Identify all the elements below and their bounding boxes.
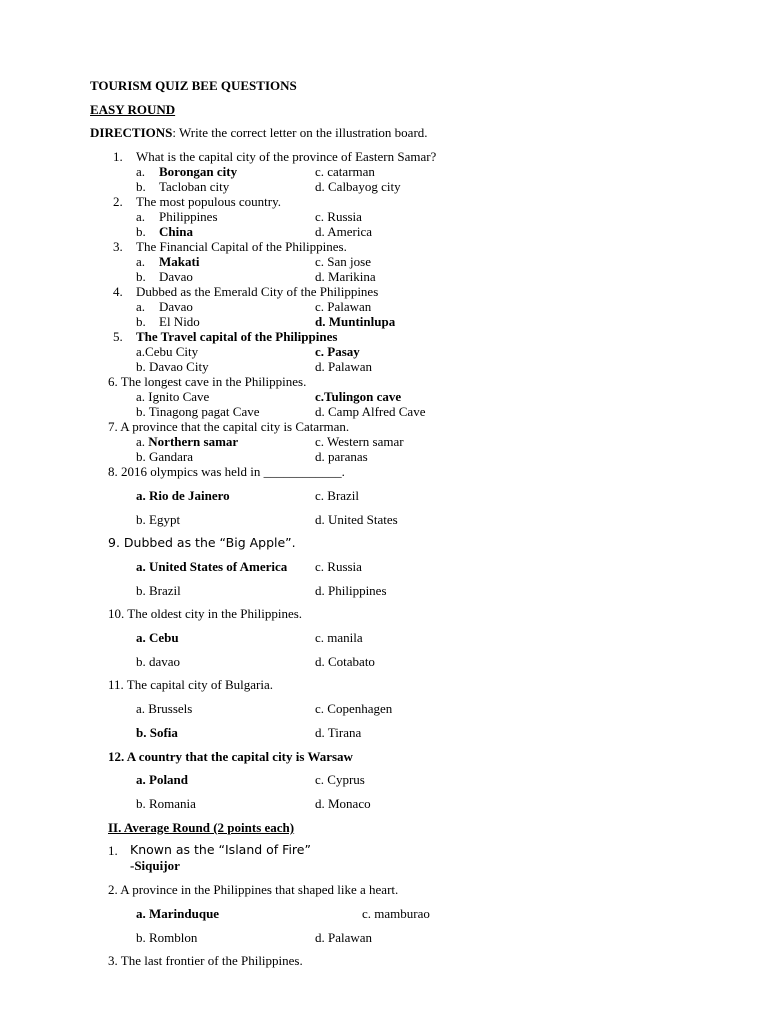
q3-a-label: a. — [136, 254, 146, 269]
q10-text: 10. The oldest city in the Philippines. — [108, 606, 303, 621]
q9-text: 9. Dubbed as the “Big Apple”. — [108, 535, 296, 550]
q3-option-a — [136, 254, 199, 269]
q7-option-c: c. Western samar — [315, 434, 404, 449]
q2-option-d: d. America — [315, 224, 373, 239]
q2-a-label: a. — [136, 209, 146, 224]
q2-b-text: China — [159, 224, 193, 239]
q4-b-label: b. — [136, 314, 146, 329]
q1-b-label: b. — [136, 179, 146, 194]
q8-option-a: a. Rio de Jainero — [136, 488, 230, 503]
directions-label: DIRECTIONS — [90, 125, 173, 140]
easy-round-heading: EASY ROUND — [90, 102, 176, 117]
avg1-text: Known as the “Island of Fire” — [130, 842, 311, 857]
q5-option-a: a.Cebu City — [136, 344, 199, 359]
q11-text: 11. The capital city of Bulgaria. — [108, 677, 273, 692]
q11-option-b: b. Sofia — [136, 725, 178, 740]
document-title: TOURISM QUIZ BEE QUESTIONS — [90, 78, 297, 93]
q4-a-label: a. — [136, 299, 146, 314]
q4-b-text: El Nido — [159, 314, 200, 329]
q5-option-b: b. Davao City — [136, 359, 209, 374]
q10-option-b: b. davao — [136, 654, 181, 669]
q12-option-a: a. Poland — [136, 772, 189, 787]
q3-number: 3. — [113, 239, 123, 254]
q2-text: The most populous country. — [136, 194, 282, 209]
q1-number: 1. — [113, 149, 123, 164]
q5-number: 5. — [113, 329, 123, 344]
q7-a-text: Northern samar — [145, 434, 239, 449]
q1-text: What is the capital city of the province of Eastern Samar? — [136, 149, 437, 164]
q8-text: 8. 2016 olympics was held in ____________. — [108, 464, 345, 479]
q1-option-c: c. catarman — [315, 164, 375, 179]
q11-option-a: a. Brussels — [136, 701, 193, 716]
q2-option-c: c. Russia — [315, 209, 362, 224]
q8-option-d: d. United States — [315, 512, 398, 527]
q12-text: 12. A country that the capital city is Warsaw — [108, 749, 353, 764]
q12-option-d: d. Monaco — [315, 796, 371, 811]
q5-option-d: d. Palawan — [315, 359, 373, 374]
q9-option-a: a. United States of America — [136, 559, 288, 574]
q4-option-d: d. Muntinlupa — [315, 314, 396, 329]
q5-text: The Travel capital of the Philippines — [136, 329, 338, 344]
q6-option-d: d. Camp Alfred Cave — [315, 404, 426, 419]
avg2-option-d: d. Palawan — [315, 930, 373, 945]
avg1-number: 1. — [108, 843, 118, 858]
avg3-text: 3. The last frontier of the Philippines. — [108, 953, 303, 968]
q3-b-text: Davao — [159, 269, 193, 284]
q7-text: 7. A province that the capital city is Catarman. — [108, 419, 350, 434]
directions-text: : Write the correct letter on the illustration board. — [172, 125, 428, 140]
q10-option-c: c. manila — [315, 630, 363, 645]
q1-option-d: d. Calbayog city — [315, 179, 401, 194]
q1-a-text: Borongan city — [159, 164, 238, 179]
q6-option-b: b. Tinagong pagat Cave — [136, 404, 260, 419]
q2-b-label: b. — [136, 224, 146, 239]
q3-b-label: b. — [136, 269, 146, 284]
q12-option-c: c. Cyprus — [315, 772, 365, 787]
q1-a-label: a. — [136, 164, 146, 179]
average-round-heading: II. Average Round (2 points each) — [108, 820, 295, 835]
avg2-option-a: a. Marinduque — [136, 906, 220, 921]
q2-a-text: Philippines — [159, 209, 218, 224]
directions — [90, 125, 428, 140]
q4-a-text: Davao — [159, 299, 193, 314]
avg2-option-b: b. Romblon — [136, 930, 198, 945]
q2-option-a — [136, 209, 218, 224]
q12-option-b: b. Romania — [136, 796, 196, 811]
avg1-answer: -Siquijor — [130, 858, 180, 873]
q4-text: Dubbed as the Emerald City of the Philippines — [136, 284, 379, 299]
q10-option-d: d. Cotabato — [315, 654, 375, 669]
q7-option-b: b. Gandara — [136, 449, 194, 464]
q5-option-c: c. Pasay — [315, 344, 360, 359]
q2-option-b — [136, 224, 193, 239]
q9-option-b: b. Brazil — [136, 583, 181, 598]
avg2-option-c: c. mamburao — [362, 906, 430, 921]
q1-option-b — [136, 179, 229, 194]
q6-option-a: a. Ignito Cave — [136, 389, 210, 404]
q6-text: 6. The longest cave in the Philippines. — [108, 374, 307, 389]
q6-option-c: c.Tulingon cave — [315, 389, 402, 404]
q4-option-a — [136, 299, 193, 314]
q3-option-d: d. Marikina — [315, 269, 376, 284]
q11-option-d: d. Tirana — [315, 725, 362, 740]
q1-b-text: Tacloban city — [159, 179, 230, 194]
q4-option-b — [136, 314, 200, 329]
q9-option-d: d. Philippines — [315, 583, 387, 598]
q4-option-c: c. Palawan — [315, 299, 372, 314]
q10-option-a: a. Cebu — [136, 630, 179, 645]
q8-option-c: c. Brazil — [315, 488, 360, 503]
q11-option-c: c. Copenhagen — [315, 701, 393, 716]
q3-option-b — [136, 269, 193, 284]
q2-number: 2. — [113, 194, 123, 209]
avg2-text: 2. A province in the Philippines that shaped like a heart. — [108, 882, 399, 897]
q7-option-a — [136, 434, 238, 449]
q3-a-text: Makati — [159, 254, 200, 269]
q7-option-d: d. paranas — [315, 449, 368, 464]
q1-option-a — [136, 164, 237, 179]
q3-option-c: c. San jose — [315, 254, 371, 269]
q9-option-c: c. Russia — [315, 559, 362, 574]
q7-a-label: a. — [136, 434, 146, 449]
q4-number: 4. — [113, 284, 123, 299]
q3-text: The Financial Capital of the Philippines. — [136, 239, 347, 254]
q8-option-b: b. Egypt — [136, 512, 181, 527]
